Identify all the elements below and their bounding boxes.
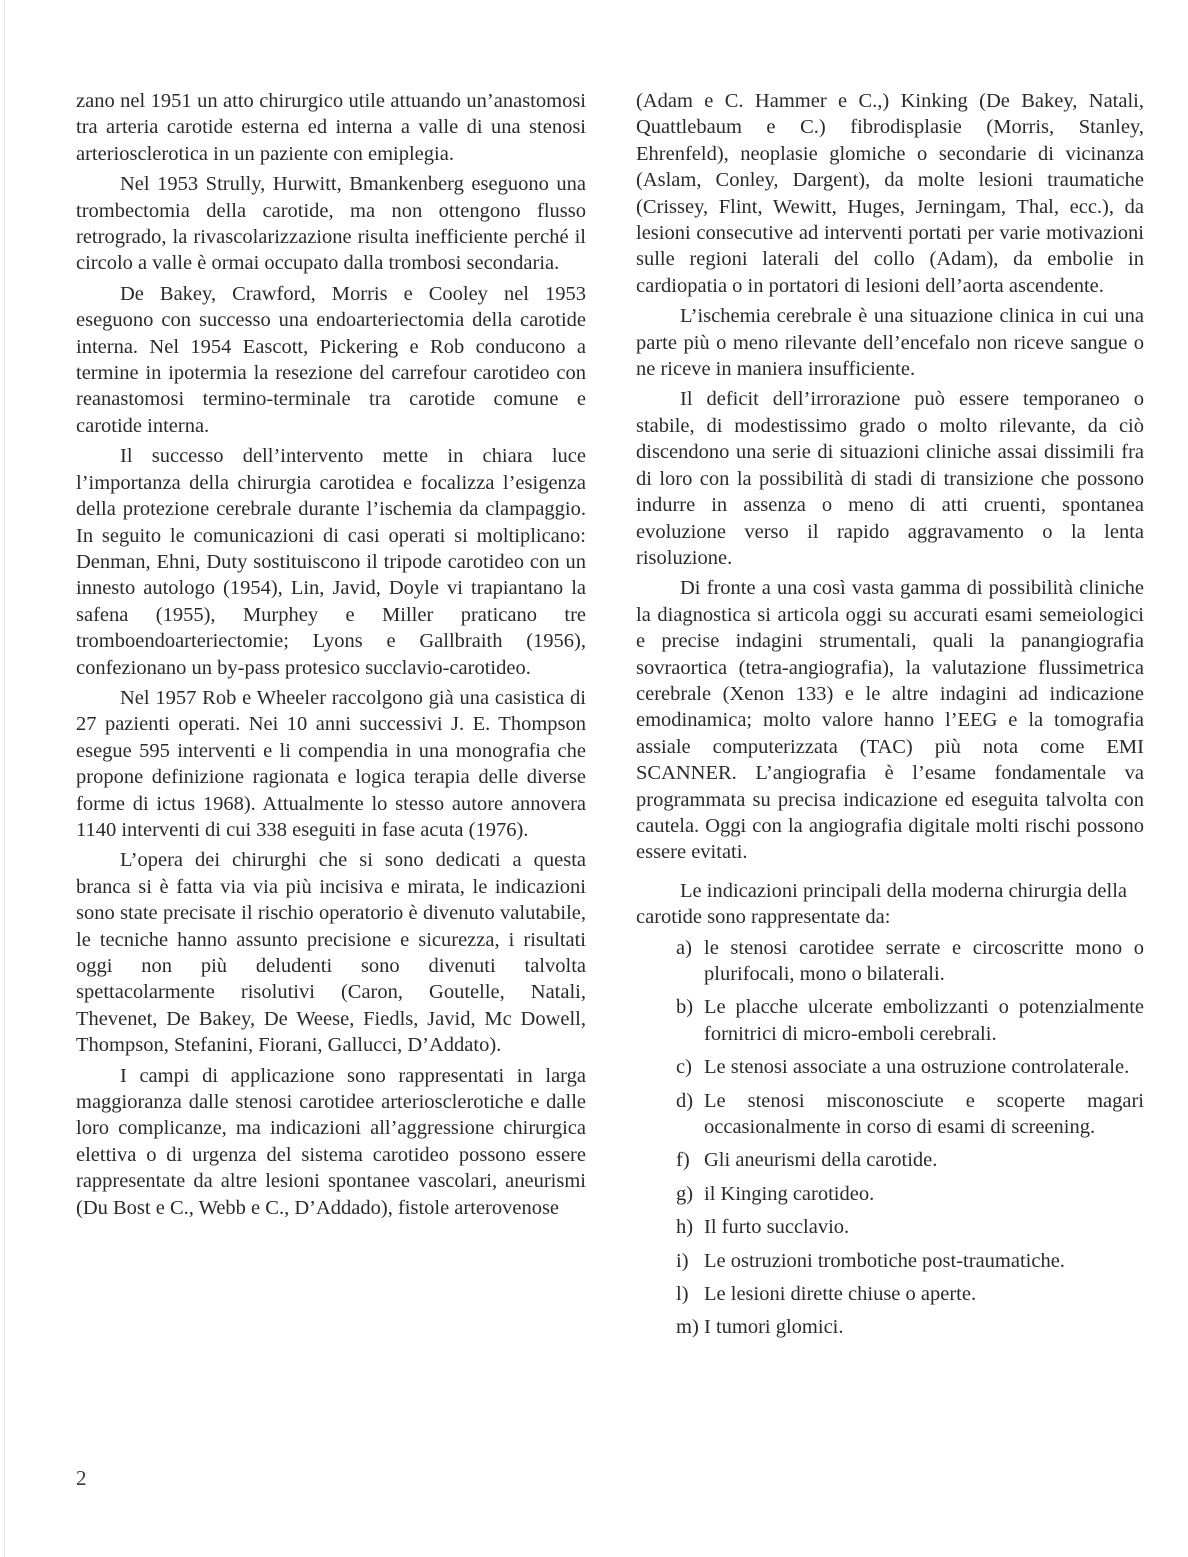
paragraph: Il deficit dell’irrorazione può essere temporaneo o stabile, di modestissimo grado o molto rilevante, da ciò discendono una serie di situazioni cliniche assai dissimili fra di loro con la possibilità di stadi di transizione che possono indurre in assenza o meno di atti cruenti, spontanea evoluzione verso il rapido aggravamento o la lenta risoluzione.: [636, 388, 1144, 569]
paragraph: I campi di applicazione sono rappresentati in larga maggioranza dalle stenosi carotidee arteriosclerotiche e dalle loro complicanze, ma indicazioni all’aggressione chirurgica elettiva o di urgenza del sistema carotideo possono essere rappresentate da altre lesioni spontanee vascolari, aneurismi (Du Bost e C., Webb e C., D’Addado), fistole arterovenose: [76, 1064, 586, 1219]
list-item: [636, 1147, 1144, 1173]
list-item: [636, 1181, 1144, 1207]
list-intro: Le indicazioni principali della moderna chirurgia della carotide sono rappresentate da:: [636, 879, 1128, 929]
list-item: [636, 935, 1144, 988]
list-item: [636, 1281, 1144, 1307]
list-item-text: Le stenosi misconosciute e scoperte magari occasionalmente in corso di esami di screening.: [704, 1089, 1144, 1139]
list-item: [636, 1248, 1144, 1274]
list-marker: m): [676, 1316, 699, 1339]
list-marker: i): [676, 1249, 689, 1272]
list-marker: h): [676, 1216, 694, 1239]
paragraph: zano nel 1951 un atto chirurgico utile attuando un’anastomosi tra arteria carotide esterna ed interna a valle di una stenosi arteriosclerotica in un paziente con emiplegia.: [76, 90, 586, 165]
list-item-text: Le placche ulcerate embolizzanti o potenzialmente fornitrici di micro-emboli cerebrali.: [704, 996, 1144, 1045]
list-item-text: le stenosi carotidee serrate e circoscritte mono o plurifocali, mono o bilaterali.: [704, 936, 1144, 985]
left-column: [76, 88, 586, 1225]
paragraph: Il successo dell’intervento mette in chiara luce l’importanza della chirurgia carotidea e focalizza l’esigenza della protezione cerebrale durante l’ischemia da clampaggio. In seguito le comunicazioni di casi operati si moltiplicano: Denman, Ehni, Duty sostituiscono il tripode carotideo con un innesto autologo (1954), Lin, Javid, Doyle vi trapiantano la safena (1955), Murphey e Miller praticano tre tromboendoarteriectomie; Lyons e Gallbraith (1956), confezionano un by-pass protesico succlavio-carotideo.: [76, 445, 586, 679]
page-number: 2: [76, 1466, 87, 1490]
indications-list: [636, 935, 1144, 1341]
scan-edge-line: [4, 0, 5, 1557]
list-item: [636, 1214, 1144, 1240]
list-marker: b): [676, 996, 694, 1019]
list-item-text: Gli aneurismi della carotide.: [704, 1149, 938, 1172]
paragraph: (Adam e C. Hammer e C.,) Kinking (De Bakey, Natali, Quattlebaum e C.) fibrodisplasie (Morris, Stanley, Ehrenfeld), neoplasie glomiche o secondarie di vicinanza (Aslam, Conley, Dargent), da molte lesioni traumatiche (Crissey, Flint, Wewitt, Huges, Jerningam, Thal, ecc.), da lesioni consecutive ad interventi portati per varie motivazioni sulle regioni laterali del collo (Adam), da embolie in cardiopatia o in portatori di lesioni dell’aorta ascendente.: [636, 90, 1144, 297]
list-item: [636, 1088, 1144, 1141]
list-marker: g): [676, 1182, 694, 1205]
paragraph: L’ischemia cerebrale è una situazione clinica in cui una parte più o meno rilevante dell’encefalo non riceve sangue o ne riceve in maniera insufficiente.: [636, 305, 1144, 381]
list-item-text: il Kinging carotideo.: [704, 1182, 875, 1205]
paragraph: Di fronte a una così vasta gamma di possibilità cliniche la diagnostica si articola oggi su accurati esami semeiologici e precise indagini strumentali, quali la panangiografia sovraortica (tetra-angiografia), la valutazione flussimetrica cerebrale (Xenon 133) e le altre indagini ad indicazione emodinamica; molto valore hanno l’EEG e la tomografia assiale computerizzata (TAC) più nota come EMI SCANNER. L’angiografia è l’esame fondamentale va programmata su precisa indicazione ed eseguita talvolta con cautela. Oggi con la angiografia digitale molti rischi possono essere evitati.: [636, 577, 1144, 864]
list-item-text: I tumori glomici.: [704, 1316, 844, 1339]
list-marker: a): [676, 936, 692, 959]
list-item: [636, 994, 1144, 1047]
list-item: [636, 1314, 1144, 1340]
list-marker: d): [676, 1089, 694, 1112]
list-item-text: Le ostruzioni trombotiche post-traumatiche.: [704, 1249, 1065, 1272]
right-column: [636, 88, 1144, 1348]
list-marker: f): [676, 1149, 690, 1172]
list-marker: l): [676, 1283, 689, 1306]
paragraph: Nel 1957 Rob e Wheeler raccolgono già una casistica di 27 pazienti operati. Nei 10 anni successivi J. E. Thompson esegue 595 interventi e li compendia in una monografia che propone definizione ragionata e logica terapia delle diverse forme di ictus 1968). Attualmente lo stesso autore annovera 1140 interventi di cui 338 eseguiti in fase acuta (1976).: [76, 686, 586, 841]
list-item-text: Le stenosi associate a una ostruzione controlaterale.: [704, 1056, 1130, 1079]
paragraph: Nel 1953 Strully, Hurwitt, Bmankenberg eseguono una trombectomia della carotide, ma non ottengono flusso retrogrado, la rivascolarizzazione risulta inefficiente perché il circolo a valle è ormai occupato dalla trombosi secondaria.: [76, 173, 586, 275]
list-item-text: Il furto succlavio.: [704, 1216, 850, 1239]
paragraph: De Bakey, Crawford, Morris e Cooley nel 1953 eseguono con successo una endoarteriectomia della carotide interna. Nel 1954 Eascott, Pickering e Rob conducono a termine in ipotermia la resezione del carrefour carotideo con reanastomosi termino-terminale tra carotide comune e carotide interna.: [76, 282, 586, 437]
paragraph: L’opera dei chirurghi che si sono dedicati a questa branca si è fatta via via più incisiva e mirata, le indicazioni sono state precisate il rischio operatorio è divenuto valutabile, le tecniche hanno assunto precisione e sicurezza, i risultati oggi non più deludenti sono divenuti talvolta spettacolarmente risolutivi (Caron, Goutelle, Natali, Thevenet, De Bakey, De Weese, Fiedls, Javid, Mc Dowell, Thompson, Stefanini, Fiorani, Gallucci, D’Addato).: [76, 849, 586, 1057]
list-item: [636, 1054, 1144, 1080]
list-item-text: Le lesioni dirette chiuse o aperte.: [704, 1283, 977, 1306]
list-marker: c): [676, 1056, 692, 1079]
